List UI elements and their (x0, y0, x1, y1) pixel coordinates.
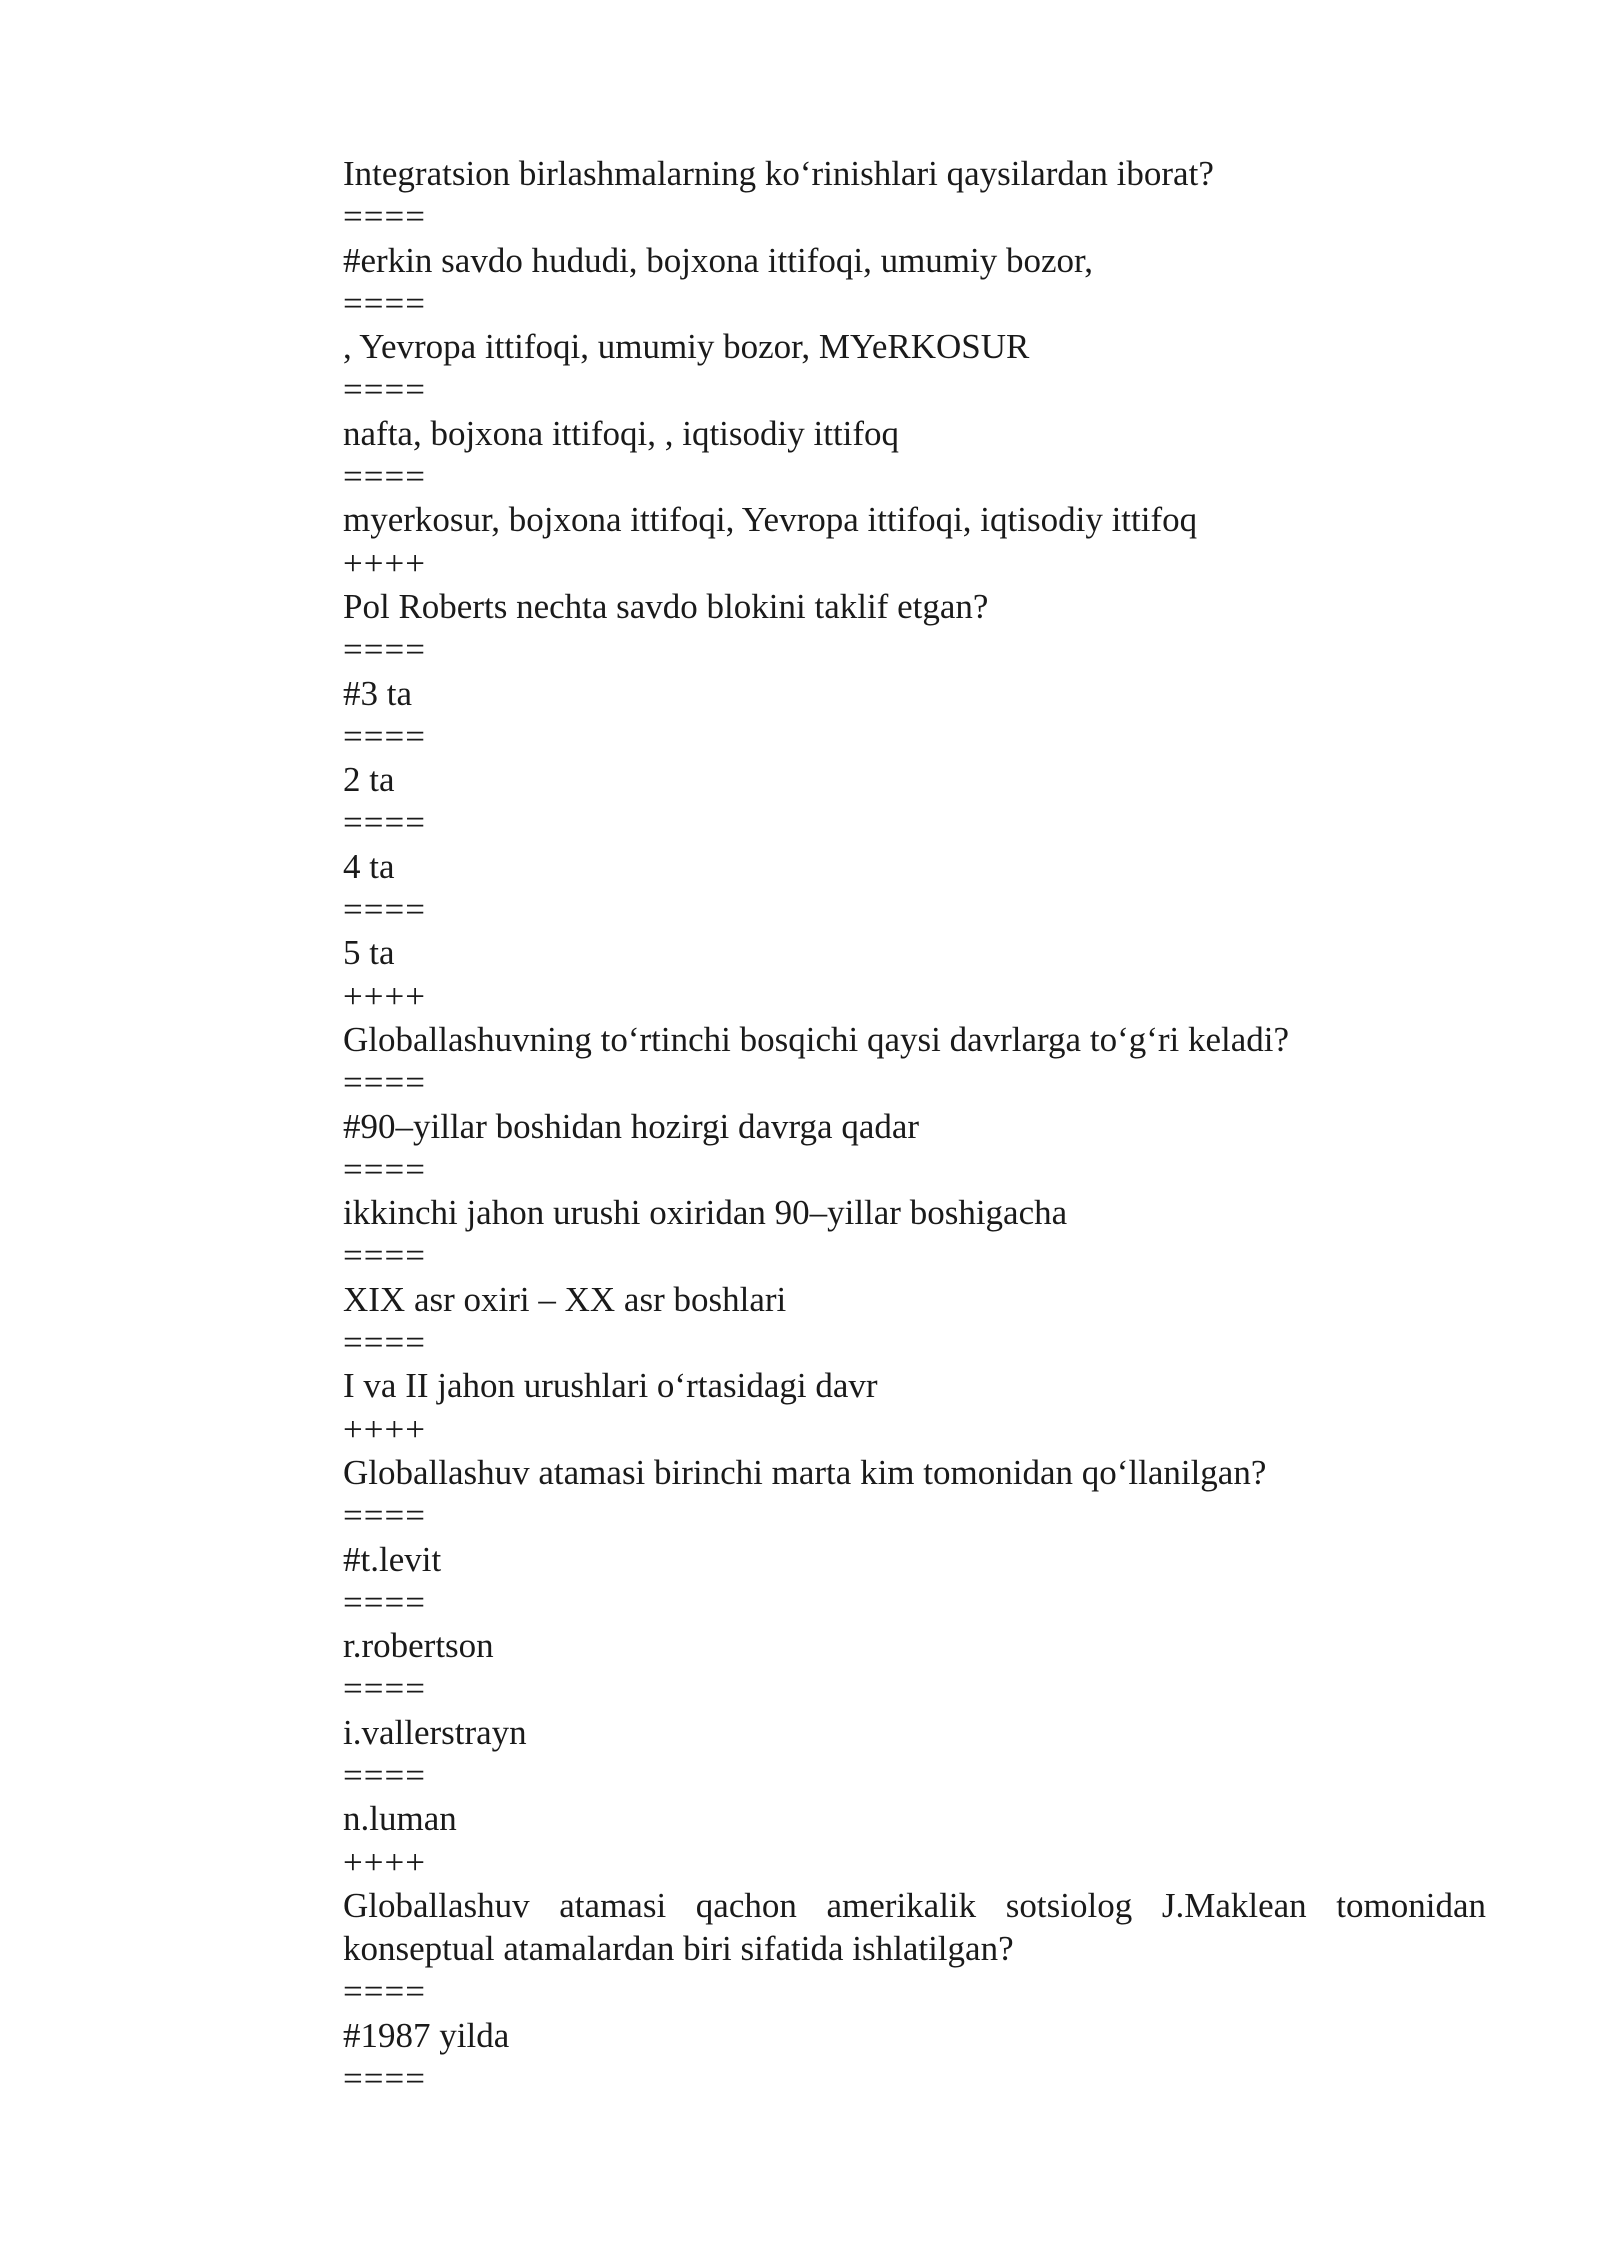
separator-line: ==== (343, 1323, 426, 1363)
separator-line: ==== (343, 1582, 426, 1622)
answer-option: ikkinchi jahon urushi oxiridan 90–yillar boshigacha (343, 1193, 1068, 1233)
separator-line: ++++ (343, 543, 426, 583)
separator-line: ==== (343, 370, 426, 410)
separator-line: ==== (343, 716, 426, 756)
answer-option: XIX asr oxiri – XX asr boshlari (343, 1279, 787, 1319)
separator-line: ==== (343, 630, 426, 670)
separator-line: ==== (343, 1236, 426, 1276)
document-page (343, 152, 1486, 2100)
question-text: Pol Roberts nechta savdo blokini taklif etgan? (343, 586, 989, 626)
separator-line: ==== (343, 1149, 426, 1189)
question-text: Integratsion birlashmalarning ko‘rinishlari qaysilardan iborat? (343, 154, 1214, 193)
answer-option: , Yevropa ittifoqi, umumiy bozor, MYeRKOSUR (343, 327, 1030, 367)
separator-line: ++++ (343, 1409, 426, 1449)
separator-line: ==== (343, 1496, 426, 1536)
answer-option: r.robertson (343, 1626, 494, 1666)
question-text: Globallashuv atamasi birinchi marta kim tomonidan qo‘llanilgan? (343, 1452, 1267, 1492)
separator-line: ==== (343, 2059, 426, 2099)
answer-option: myerkosur, bojxona ittifoqi, Yevropa ittifoqi, iqtisodiy ittifoq (343, 500, 1198, 540)
question-text: Globallashuv atamasi qachon amerikalik sotsiolog J.Maklean tomonidan konseptual atamalardan biri sifatida ishlatilgan? (343, 1885, 1486, 1969)
answer-option: nafta, bojxona ittifoqi, , iqtisodiy ittifoq (343, 413, 900, 453)
answer-option: #3 ta (343, 673, 413, 713)
separator-line: ==== (343, 283, 426, 323)
question-text: Globallashuvning to‘rtinchi bosqichi qaysi davrlarga to‘g‘ri keladi? (343, 1019, 1290, 1059)
answer-option: #t.levit (343, 1539, 442, 1579)
answer-option: #90–yillar boshidan hozirgi davrga qadar (343, 1106, 920, 1146)
answer-option: #1987 yilda (343, 2015, 510, 2055)
separator-line: ==== (343, 890, 426, 930)
separator-line: ==== (343, 1755, 426, 1795)
separator-line: ==== (343, 1669, 426, 1709)
separator-line: ==== (343, 457, 426, 497)
answer-option: 5 ta (343, 933, 395, 973)
answer-option: #erkin savdo hududi, bojxona ittifoqi, umumiy bozor, (343, 240, 1094, 280)
separator-line: ==== (343, 1972, 426, 2012)
answer-option: 2 ta (343, 760, 395, 800)
separator-line: ==== (343, 197, 426, 237)
answer-option: 4 ta (343, 846, 395, 886)
answer-option: I va II jahon urushlari o‘rtasidagi davr (343, 1366, 878, 1406)
separator-line: ==== (343, 803, 426, 843)
separator-line: ++++ (343, 1842, 426, 1882)
answer-option: i.vallerstrayn (343, 1712, 527, 1752)
separator-line: ++++ (343, 976, 426, 1016)
answer-option: n.luman (343, 1799, 457, 1839)
separator-line: ==== (343, 1063, 426, 1103)
